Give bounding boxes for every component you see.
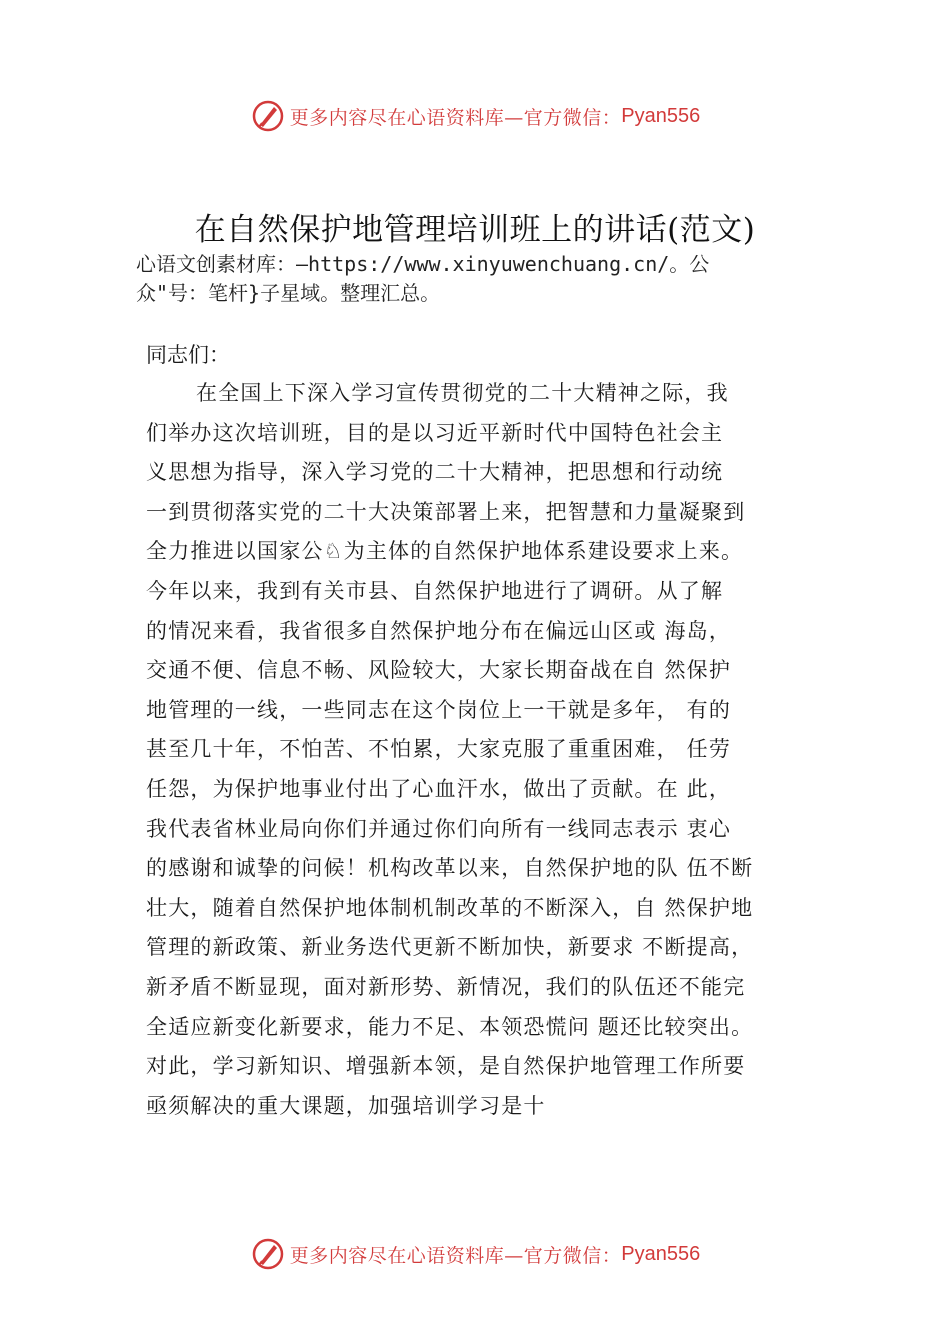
body-line: 们举办这次培训班，目的是以习近平新时代中国特色社会主	[146, 420, 724, 445]
speech-body	[146, 374, 846, 1126]
body-line: 全适应新变化新要求，能力不足、本领恐慌问 题还比较突出。	[146, 1014, 754, 1039]
body-line: 在全国上下深入学习宣传贯彻党的二十大精神之际，我	[196, 381, 729, 405]
body-line: 任怨，为保护地事业付出了心血汗水，做出了贡献。在 此，	[146, 776, 732, 801]
document-title: 在自然保护地管理培训班上的讲话(范文)	[194, 212, 756, 248]
source-line: 心语文创素材库：—https://www.xinyuwenchuang.cn/。公	[136, 252, 710, 276]
body-line: 亟须解决的重大课题，加强培训学习是十	[146, 1093, 546, 1118]
quill-pen-logo-icon	[250, 1236, 286, 1272]
body-line: 甚至几十年，不怕苦、不怕累，大家克服了重重困难， 任劳	[146, 737, 732, 762]
body-line: 地管理的一线，一些同志在这个岗位上一干就是多年， 有的	[146, 697, 732, 722]
greeting: 同志们：	[146, 343, 230, 367]
body-line: 我代表省林业局向你们并通过你们向所有一线同志表示 衷心	[146, 816, 732, 841]
body-line: 交通不便、信息不畅、风险较大，大家长期奋战在自 然保护	[146, 658, 732, 683]
body-line: 今年以来，我到有关市县、自然保护地进行了调研。从了解	[146, 578, 724, 603]
body-line: 新矛盾不断显现，面对新形势、新情况，我们的队伍还不能完	[146, 974, 746, 999]
body-line: 的感谢和诚挚的问候！机构改革以来，自然保护地的队 伍不断	[146, 856, 754, 881]
body-line: 的情况来看，我省很多自然保护地分布在偏远山区或 海岛，	[146, 618, 732, 643]
header-banner	[0, 96, 950, 136]
body-line: 全力推进以国家公♘为主体的自然保护地体系建设要求上来。	[146, 539, 744, 564]
banner-wechat-id: Pyan556	[621, 104, 701, 127]
source-note	[136, 250, 816, 308]
banner-text: 更多内容尽在心语资料库—官方微信：	[289, 1244, 622, 1267]
body-line: 一到贯彻落实党的二十大决策部署上来，把智慧和力量凝聚到	[146, 499, 746, 524]
body-line: 义思想为指导，深入学习党的二十大精神，把思想和行动统	[146, 460, 724, 485]
banner-text: 更多内容尽在心语资料库—官方微信：	[289, 106, 622, 129]
banner-wechat-id: Pyan556	[621, 1242, 701, 1265]
body-line: 壮大，随着自然保护地体制机制改革的不断深入，自 然保护地	[146, 895, 754, 920]
quill-pen-logo-icon	[250, 98, 286, 134]
footer-banner	[0, 1234, 950, 1274]
body-line: 对此，学习新知识、增强新本领，是自然保护地管理工作所要	[146, 1054, 746, 1079]
body-line: 管理的新政策、新业务迭代更新不断加快，新要求 不断提高，	[146, 935, 754, 960]
source-line: 众"号：笔杆}子星域。整理汇总。	[136, 281, 441, 305]
